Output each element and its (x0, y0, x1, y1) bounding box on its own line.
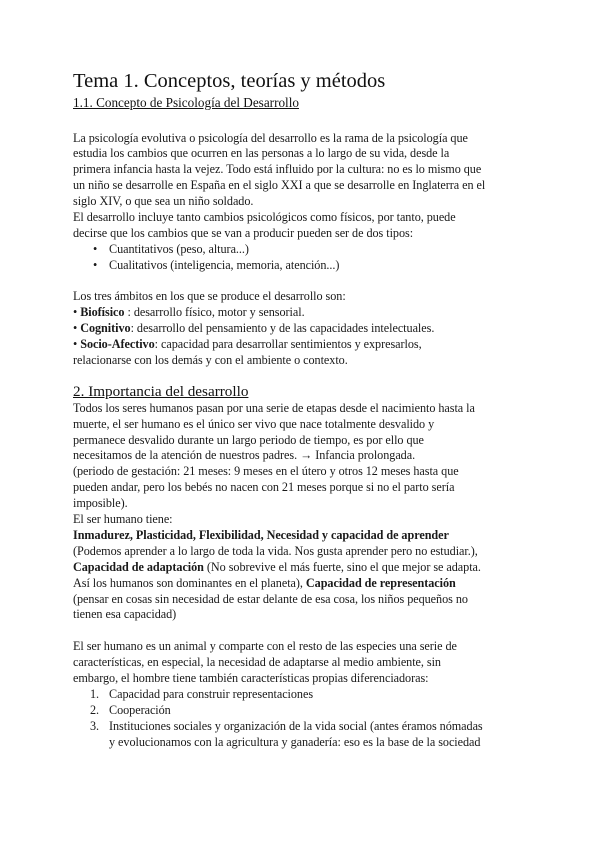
text-line: El ser humano tiene: (73, 512, 173, 527)
ambito-text: desarrollo físico, motor y sensorial. (133, 305, 305, 320)
text-line: primera infancia hasta la vejez. Todo está influido por la cultura: no es lo mismo que (73, 162, 482, 177)
spacer (73, 623, 533, 639)
ambito-sep: : (130, 320, 137, 335)
text-line: relacionarse con los demás y con el ambiente o contexto. (73, 352, 348, 367)
text-line: necesitamos de la atención de nuestros padres. → Infancia prolongada. (73, 448, 416, 463)
list-item-continuation (109, 735, 533, 751)
paragraph-definition (73, 131, 533, 242)
numbered-list-characteristics (73, 687, 533, 751)
ambito-text: capacidad para desarrollar sentimientos y expresarlos, (161, 336, 422, 351)
text-span: Así los humanos son dominantes en el planeta), (73, 575, 306, 590)
text-line (73, 560, 533, 576)
text-line (73, 576, 533, 592)
text-line: (periodo de gestación: 21 meses: 9 meses en el útero y otros 12 meses hasta que (73, 464, 459, 479)
text-line: (Podemos aprender a lo largo de toda la vida. Nos gusta aprender pero no estudiar.), (73, 543, 478, 558)
ambito-text: desarrollo del pensamiento y de las capacidades intelectuales. (136, 320, 435, 335)
text-line: pueden andar, pero los bebés no nacen con 21 meses porque si no el parto sería (73, 480, 455, 495)
ambito-sep: : (124, 305, 134, 320)
spacer (73, 274, 533, 290)
text-line: Todos los seres humanos pasan por una serie de etapas desde el nacimiento hasta la (73, 400, 475, 415)
text-line: siglo XIV, o que sea un niño soldado. (73, 194, 254, 209)
document-page (73, 68, 533, 751)
text-span: (No sobrevive el más fuerte, sino el que mejor se adapta. (203, 559, 481, 574)
ambito-label: Cognitivo (80, 320, 131, 335)
spacer (73, 369, 533, 383)
text-line: un niño se desarrolle en España en el siglo XXI a que se desarrolle en Inglaterra en el (73, 178, 486, 193)
list-item: • Cuantitativos (peso, altura...) (109, 242, 533, 258)
text-line: características, en especial, la necesidad de adaptarse al medio ambiente, sin (73, 655, 441, 670)
list-number: 2. (90, 703, 100, 717)
list-text: y evolucionamos con la agricultura y ganadería: eso es la base de la sociedad (109, 734, 481, 749)
list-number: 1. (90, 687, 100, 702)
text-line: El desarrollo incluye tanto cambios psicológicos como físicos, por tanto, puede (73, 210, 456, 225)
document-title: Tema 1. Conceptos, teorías y métodos (73, 70, 386, 92)
ambito-label: Biofísico (80, 305, 125, 320)
list-number: 3. (90, 718, 100, 733)
text-line: La psicología evolutiva o psicología del desarrollo es la rama de la psicología que (73, 130, 468, 145)
list-item (90, 703, 533, 719)
ambito-label: Socio-Afectivo (80, 336, 155, 351)
section-heading-2: 2. Importancia del desarrollo (73, 382, 249, 400)
list-item: • Cualitativos (inteligencia, memoria, atención...) (109, 258, 533, 274)
ambito-item: • Cognitivo: desarrollo del pensamiento y de las capacidades intelectuales. (73, 320, 435, 335)
ambito-item: • Biofísico : desarrollo físico, motor y sensorial. (73, 305, 305, 320)
ambito-sep: : (154, 336, 161, 351)
text-line: Los tres ámbitos en los que se produce el desarrollo son: (73, 289, 346, 304)
list-item (90, 718, 533, 735)
bold-text: Capacidad de representación (305, 575, 456, 590)
text-line: El ser humano es un animal y comparte con el resto de las especies una serie de (73, 639, 457, 654)
bold-text: Inmadurez, Plasticidad, Flexibilidad, Necesidad y capacidad de aprender (73, 527, 449, 542)
paragraph-importancia (73, 401, 533, 624)
text-line: imposible). (73, 496, 128, 511)
spacer (73, 111, 533, 127)
list-text: Cooperación (109, 703, 171, 717)
bold-line (73, 528, 533, 544)
text-line: permanece desvalido durante un largo periodo de tiempo, es por ello que (73, 432, 424, 447)
text-line: muerte, el ser humano es el único ser vivo que nace totalmente desvalido y (73, 416, 435, 431)
text-line: (pensar en cosas sin necesidad de estar delante de esa cosa, los niños pequeños no (73, 591, 468, 606)
list-text: Instituciones sociales y organización de la vida social (antes éramos nómadas (109, 718, 483, 733)
list-item (90, 687, 533, 703)
text-line: estudia los cambios que ocurren en las personas a lo largo de su vida, desde la (73, 146, 450, 161)
ambito-item: • Socio-Afectivo: capacidad para desarrollar sentimientos y expresarlos, (73, 336, 422, 351)
text-line: tienen esa capacidad) (73, 607, 177, 622)
paragraph-ambitos (73, 289, 533, 369)
text-line: decirse que los cambios que se van a producir pueden ser de dos tipos: (73, 225, 414, 240)
section-heading-1-1: 1.1. Concepto de Psicología del Desarrollo (73, 95, 299, 110)
text-line: embargo, el hombre tiene también características propias diferenciadoras: (73, 671, 429, 686)
bullet-list-change-types (73, 242, 533, 274)
bold-text: Capacidad de adaptación (73, 559, 204, 574)
list-text: Capacidad para construir representaciones (109, 687, 314, 702)
paragraph-caracteristicas (73, 639, 533, 687)
